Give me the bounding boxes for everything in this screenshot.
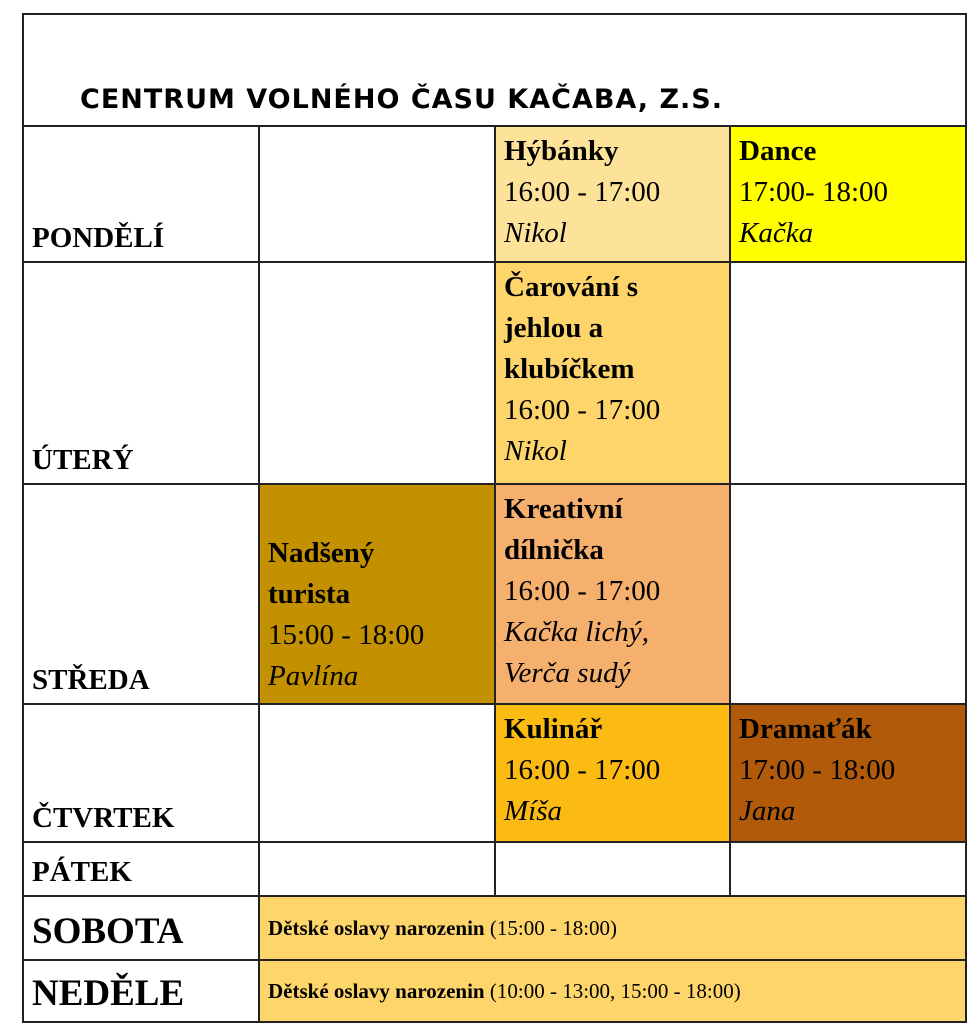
day-sobota: SOBOTA	[23, 896, 259, 960]
activity-time: 15:00 - 18:00	[268, 619, 425, 651]
activity-carovani	[495, 262, 730, 484]
empty-cell	[259, 704, 495, 842]
day-ctvrtek: ČTVRTEK	[23, 704, 259, 842]
activity-time: 16:00 - 17:00	[504, 176, 661, 208]
day-nedele: NEDĚLE	[23, 960, 259, 1022]
activity-dramatak	[730, 704, 966, 842]
page-title: CENTRUM VOLNÉHO ČASU KAČABA, Z.S.	[23, 14, 966, 126]
activity-leader: Verča sudý	[504, 657, 631, 689]
activity-name-line: dílnička	[504, 534, 604, 566]
party-times: (10:00 - 13:00, 15:00 - 18:00)	[484, 978, 741, 1003]
activity-time: 16:00 - 17:00	[504, 575, 661, 607]
activity-dance	[730, 126, 966, 262]
activity-name-line: Kreativní	[504, 493, 623, 525]
day-streda: STŘEDA	[23, 484, 259, 704]
empty-cell	[259, 126, 495, 262]
activity-leader: Nikol	[504, 217, 567, 249]
activity-name: Dance	[739, 135, 817, 167]
day-patek: PÁTEK	[23, 842, 259, 896]
activity-name-line: Čarování s	[504, 271, 639, 303]
activity-name: Dramaťák	[739, 713, 872, 745]
activity-kulinar	[495, 704, 730, 842]
empty-cell	[730, 262, 966, 484]
weekend-nedele	[259, 960, 966, 1022]
activity-leader: Nikol	[504, 435, 567, 467]
activity-name-line: klubíčkem	[504, 353, 635, 385]
activity-time: 17:00- 18:00	[739, 176, 889, 208]
empty-cell	[259, 842, 495, 896]
activity-name-line: Nadšený	[268, 537, 375, 569]
day-utery: ÚTERÝ	[23, 262, 259, 484]
activity-name-line: jehlou a	[504, 312, 604, 344]
activity-leader: Kačka	[739, 217, 814, 249]
party-times: (15:00 - 18:00)	[484, 915, 618, 940]
empty-cell	[730, 842, 966, 896]
activity-leader: Míša	[504, 795, 562, 827]
empty-cell	[495, 842, 730, 896]
activity-hybanky	[495, 126, 730, 262]
activity-time: 17:00 - 18:00	[739, 754, 896, 786]
activity-leader: Pavlína	[268, 660, 359, 692]
weekend-sobota	[259, 896, 966, 960]
empty-cell	[259, 262, 495, 484]
activity-leader: Jana	[739, 795, 796, 827]
activity-leader: Kačka lichý,	[504, 616, 649, 648]
activity-kreativni-dilnicka	[495, 484, 730, 704]
activity-name-line: turista	[268, 578, 351, 610]
party-label: Dětské oslavy narozenin	[268, 978, 485, 1003]
activity-nadseny-turista	[259, 484, 495, 704]
activity-time: 16:00 - 17:00	[504, 754, 661, 786]
activity-name: Hýbánky	[504, 135, 619, 167]
empty-cell	[730, 484, 966, 704]
party-label: Dětské oslavy narozenin	[268, 915, 485, 940]
activity-time: 16:00 - 17:00	[504, 394, 661, 426]
schedule-table	[22, 13, 967, 1023]
activity-name: Kulinář	[504, 713, 603, 745]
day-pondeli: PONDĚLÍ	[23, 126, 259, 262]
